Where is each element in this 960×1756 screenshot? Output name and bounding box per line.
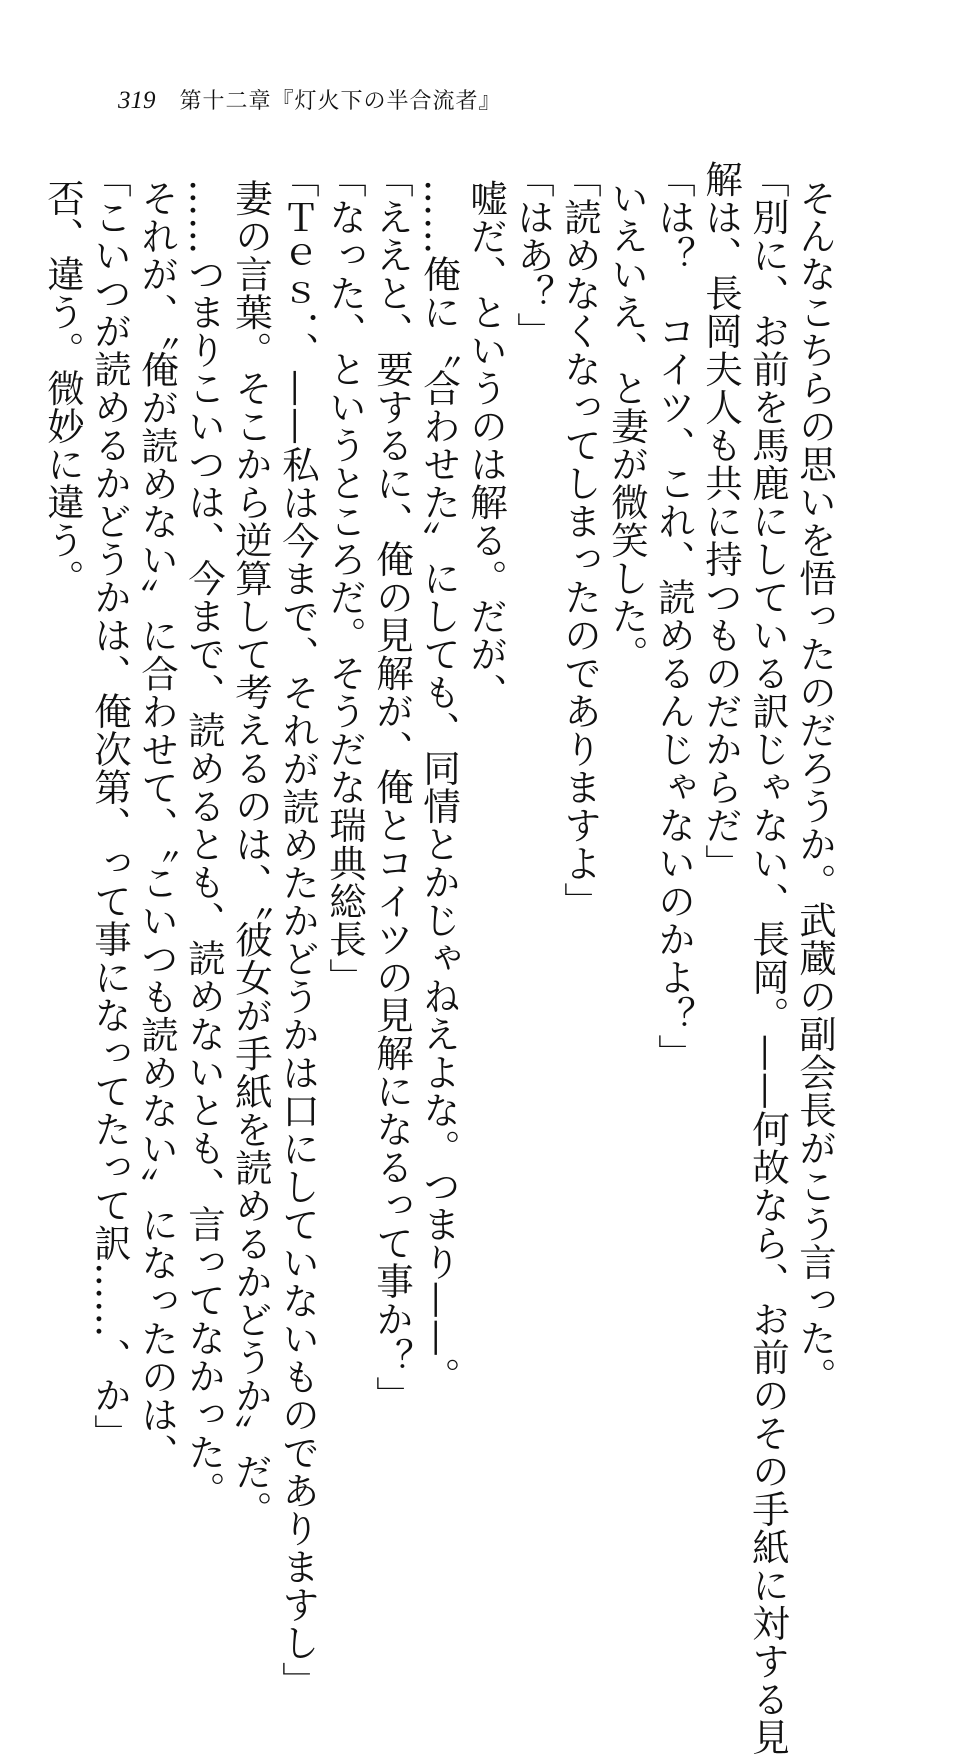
text-line: 「別に、お前を馬鹿にしている訳じゃない、長岡。——何故なら、お前のその手紙に対する見: [746, 160, 790, 1756]
chapter-title: 第十二章『灯火下の半合流者』: [179, 89, 502, 114]
text-line: そんなこちらの思いを悟ったのだろうか。武蔵の副会長がこう言った。: [793, 178, 837, 1395]
text-line: 「はあ？」: [511, 160, 555, 350]
text-line: 嘘だ、というのは解る。だが、: [464, 178, 508, 711]
text-line: 解は、長岡夫人も共に持つものだからだ」: [699, 160, 743, 882]
text-line: 「は？ コイツ、これ、読めるんじゃないのかよ？」: [652, 160, 696, 1072]
text-line: 「こいつが読めるかどうかは、俺次第、って事になってたって訳……、か」: [88, 160, 132, 1452]
text-line: 否、違う。微妙に違う。: [41, 178, 85, 597]
page-number: 319: [118, 87, 156, 114]
body-text: [41, 160, 838, 1756]
text-line: ……俺に〝合わせた〟にしても、同情とかじゃねえよな。つまり——。: [417, 178, 461, 1395]
text-line: それが、〝俺が読めない〟に合わせて、〝こいつも読めない〟になったのは、: [135, 178, 179, 1472]
page-header: [118, 84, 502, 115]
text-line: 妻の言葉。そこから逆算して考えるのは、〝彼女が手紙を読めるかどうか〟だ。: [229, 178, 273, 1528]
text-line: 「ええと、要するに、俺の見解が、俺とコイツの見解になるって事か？」: [370, 160, 414, 1414]
text-line: 「読めなくなってしまったのでありますよ」: [558, 160, 602, 920]
text-line: ……つまりこいつは、今まで、読めるとも、読めないとも、言ってなかった。: [182, 178, 226, 1509]
text-line: いえいえ、と妻が微笑した。: [605, 178, 649, 673]
text-line: 「Ｔｅｓ．、——私は今まで、それが読めたかどうかは口にしていないものでありますし」: [276, 160, 320, 1700]
text-line: 「なった、というところだ。そうだな瑞典総長」: [323, 160, 367, 996]
